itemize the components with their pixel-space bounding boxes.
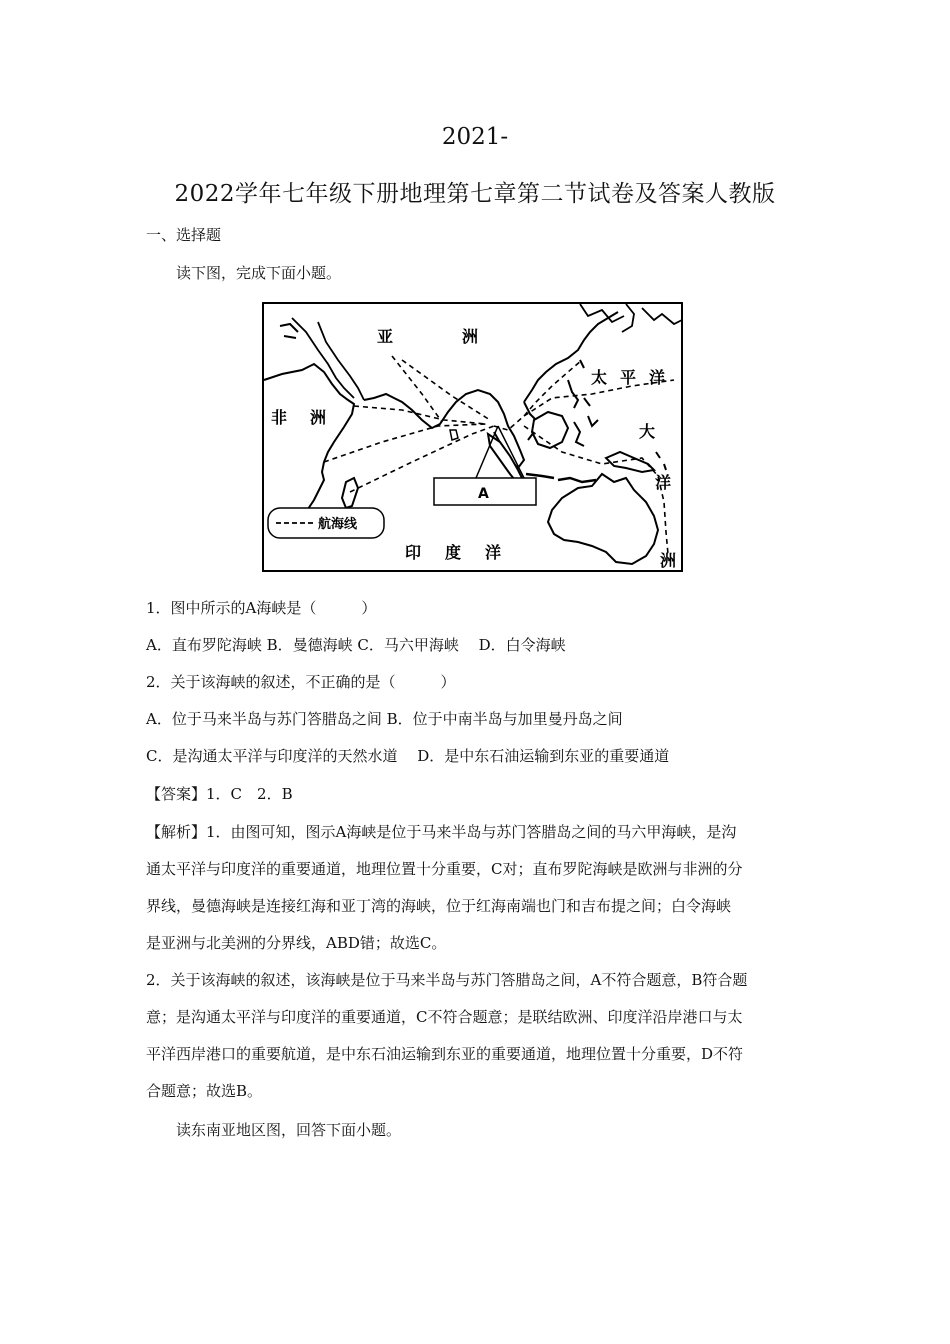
- label-indian-ocean-1: 印: [405, 543, 422, 562]
- question-2-options-2: C．是沟通太平洋与印度洋的天然水道 D．是中东石油运输到东亚的重要通道: [146, 747, 670, 765]
- label-indian-ocean-3: 洋: [485, 543, 502, 562]
- borneo: [532, 412, 568, 448]
- label-asia-2: 洲: [462, 327, 479, 346]
- analysis-line-3: 界线，曼德海峡是连接红海和亚丁湾的海峡，位于红海南端也门和吉布提之间；白令海峡: [146, 897, 732, 915]
- analysis-line-8: 合题意；故选B。: [146, 1082, 263, 1100]
- question-1-options: A．直布罗陀海峡 B．曼德海峡 C．马六甲海峡 D．白令海峡: [146, 636, 566, 654]
- analysis-line-4: 是亚洲与北美洲的分界线，ABD错；故选C。: [146, 934, 447, 952]
- label-oceania-3: 洲: [660, 551, 677, 570]
- shipping-route-map: [262, 302, 683, 572]
- label-oceania-1: 大: [639, 422, 656, 441]
- analysis-line-1: 【解析】1．由图可知，图示A海峡是位于马来半岛与苏门答腊岛之间的马六甲海峡，是沟: [146, 823, 737, 841]
- analysis-line-7: 平洋西岸港口的重要航道，是中东石油运输到东亚的重要通道，地理位置十分重要，D不符: [146, 1045, 744, 1063]
- legend-label: 航海线: [318, 517, 358, 532]
- answer-line: 【答案】1．C 2．B: [146, 785, 293, 803]
- label-pacific-1: 太: [591, 368, 608, 387]
- label-asia-1: 亚: [377, 327, 394, 346]
- title-line-1: 2021-: [441, 124, 509, 150]
- title-line-2: 2022学年七年级下册地理第七章第二节试卷及答案人教版: [174, 181, 776, 207]
- analysis-line-6: 意；是沟通太平洋与印度洋的重要通道，C不符合题意；是联结欧洲、印度洋沿岸港口与太: [146, 1008, 743, 1026]
- section-heading: 一、选择题: [146, 226, 222, 244]
- question-2-stem: 2．关于该海峡的叙述，不正确的是（ ）: [146, 673, 456, 691]
- label-africa-2: 洲: [310, 408, 327, 427]
- question-1-stem: 1．图中所示的A海峡是（ ）: [146, 599, 377, 617]
- analysis-line-5: 2．关于该海峡的叙述，该海峡是位于马来半岛与苏门答腊岛之间，A不符合题意，B符合题: [146, 971, 748, 989]
- sri-lanka: [450, 430, 458, 440]
- label-africa-1: 非: [271, 408, 288, 427]
- label-pacific-3: 洋: [649, 368, 666, 387]
- strait-marker-label: A: [478, 486, 489, 502]
- analysis-line-2: 通太平洋与印度洋的重要通道，地理位置十分重要，C对；直布罗陀海峡是欧洲与非洲的分: [146, 860, 743, 878]
- label-pacific-2: 平: [620, 368, 637, 387]
- intro-text: 读下图，完成下面小题。: [176, 264, 342, 282]
- question-2-options-1: A．位于马来半岛与苏门答腊岛之间 B．位于中南半岛与加里曼丹岛之间: [146, 710, 623, 728]
- next-intro-text: 读东南亚地区图，回答下面小题。: [176, 1121, 402, 1139]
- label-oceania-2: 洋: [655, 473, 672, 492]
- label-indian-ocean-2: 度: [445, 543, 462, 562]
